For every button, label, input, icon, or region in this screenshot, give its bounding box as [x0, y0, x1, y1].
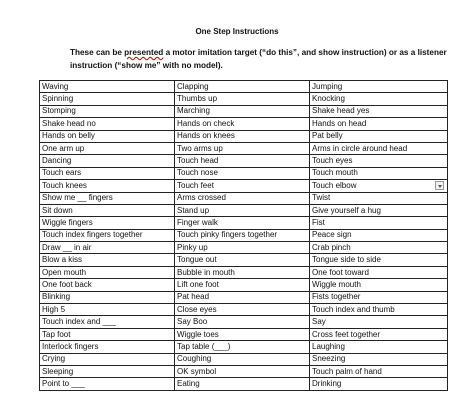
intro-paragraph: [70, 46, 450, 72]
table-cell[interactable]: Close eyes: [175, 304, 310, 316]
table-cell[interactable]: Knocking: [310, 93, 448, 105]
table-cell[interactable]: Touch ears: [40, 167, 175, 179]
table-cell[interactable]: Eating: [175, 378, 310, 390]
table-cell[interactable]: Touch palm of hand: [310, 365, 448, 377]
table-row: [40, 180, 448, 192]
table-cell[interactable]: Tongue out: [175, 254, 310, 266]
table-cell[interactable]: One arm up: [40, 142, 175, 154]
table-cell[interactable]: Touch elbow: [310, 180, 448, 192]
table-cell[interactable]: Hands on check: [175, 118, 310, 130]
table-cell[interactable]: Draw __ in air: [40, 242, 175, 254]
table-cell[interactable]: One foot back: [40, 279, 175, 291]
table-cell[interactable]: OK symbol: [175, 365, 310, 377]
table-row: [40, 378, 448, 390]
table-cell[interactable]: Bubble in mouth: [175, 266, 310, 278]
table-row: [40, 365, 448, 377]
table-row: [40, 316, 448, 328]
table-row: [40, 217, 448, 229]
table-cell[interactable]: Wiggle mouth: [310, 279, 448, 291]
table-cell[interactable]: Say: [310, 316, 448, 328]
table-row: [40, 242, 448, 254]
table-cell[interactable]: Clapping: [175, 81, 310, 93]
table-cell[interactable]: Touch index and ___: [40, 316, 175, 328]
table-cell[interactable]: Sleeping: [40, 365, 175, 377]
table-cell[interactable]: Crab pinch: [310, 242, 448, 254]
table-row: [40, 192, 448, 204]
table-cell[interactable]: Interlock fingers: [40, 341, 175, 353]
table-cell[interactable]: Jumping: [310, 81, 448, 93]
table-row: [40, 328, 448, 340]
table-cell[interactable]: Crying: [40, 353, 175, 365]
table-cell[interactable]: High 5: [40, 304, 175, 316]
table-cell[interactable]: Thumbs up: [175, 93, 310, 105]
table-cell[interactable]: Show me __ fingers: [40, 192, 175, 204]
table-row: [40, 93, 448, 105]
table-cell[interactable]: Dancing: [40, 155, 175, 167]
table-cell[interactable]: Say Boo: [175, 316, 310, 328]
table-cell[interactable]: Pat head: [175, 291, 310, 303]
table-cell[interactable]: Blow a kiss: [40, 254, 175, 266]
table-cell[interactable]: Hands on knees: [175, 130, 310, 142]
table-cell[interactable]: Wiggle fingers: [40, 217, 175, 229]
table-row: [40, 254, 448, 266]
table-row: [40, 353, 448, 365]
table-row: [40, 155, 448, 167]
table-cell[interactable]: Hands on head: [310, 118, 448, 130]
table-cell[interactable]: Fist: [310, 217, 448, 229]
table-cell[interactable]: Touch index and thumb: [310, 304, 448, 316]
table-row: [40, 304, 448, 316]
table-cell[interactable]: Tap table (___): [175, 341, 310, 353]
table-cell[interactable]: Spinning: [40, 93, 175, 105]
table-cell[interactable]: Tongue side to side: [310, 254, 448, 266]
table-cell[interactable]: Fists together: [310, 291, 448, 303]
table-cell[interactable]: Hands on belly: [40, 130, 175, 142]
table-cell[interactable]: Marching: [175, 105, 310, 117]
table-cell[interactable]: Shake head no: [40, 118, 175, 130]
table-cell[interactable]: Open mouth: [40, 266, 175, 278]
table-row: [40, 341, 448, 353]
table-cell[interactable]: Sneezing: [310, 353, 448, 365]
table-cell[interactable]: Arms in circle around head: [310, 142, 448, 154]
table-cell[interactable]: Twist: [310, 192, 448, 204]
table-cell[interactable]: Coughing: [175, 353, 310, 365]
table-cell[interactable]: One foot toward: [310, 266, 448, 278]
intro-underlined-word: presented: [124, 48, 164, 57]
table-cell[interactable]: Touch feet: [175, 180, 310, 192]
intro-text-start: These can be: [70, 48, 125, 57]
table-body: [40, 81, 448, 391]
table-row: [40, 130, 448, 142]
table-cell[interactable]: Drinking: [310, 378, 448, 390]
table-cell[interactable]: Blinking: [40, 291, 175, 303]
table-cell[interactable]: Peace sign: [310, 229, 448, 241]
table-row: [40, 81, 448, 93]
table-cell[interactable]: Touch eyes: [310, 155, 448, 167]
document-title: One Step Instructions: [195, 27, 279, 36]
instructions-table: [39, 80, 448, 391]
table-cell[interactable]: Stand up: [175, 204, 310, 216]
table-cell[interactable]: Waving: [40, 81, 175, 93]
table-cell[interactable]: Stomping: [40, 105, 175, 117]
table-cell[interactable]: Pinky up: [175, 242, 310, 254]
chevron-down-icon[interactable]: [435, 181, 444, 190]
table-cell[interactable]: Sit down: [40, 204, 175, 216]
table-cell[interactable]: Pat belly: [310, 130, 448, 142]
table-row: [40, 204, 448, 216]
table-cell[interactable]: Touch pinky fingers together: [175, 229, 310, 241]
table-cell[interactable]: Point to ___: [40, 378, 175, 390]
table-cell[interactable]: Touch nose: [175, 167, 310, 179]
table-cell[interactable]: Shake head yes: [310, 105, 448, 117]
table-cell[interactable]: Cross feet together: [310, 328, 448, 340]
table-row: [40, 167, 448, 179]
table-row: [40, 291, 448, 303]
table-cell[interactable]: Lift one foot: [175, 279, 310, 291]
table-row: [40, 266, 448, 278]
table-cell[interactable]: Tap foot: [40, 328, 175, 340]
table-cell[interactable]: Wiggle toes: [175, 328, 310, 340]
table-cell[interactable]: Touch mouth: [310, 167, 448, 179]
table-row: [40, 142, 448, 154]
table-cell[interactable]: Laughing: [310, 341, 448, 353]
table-row: [40, 105, 448, 117]
table-cell[interactable]: Two arms up: [175, 142, 310, 154]
table-row: [40, 279, 448, 291]
table-cell[interactable]: Touch index fingers together: [40, 229, 175, 241]
table-row: [40, 229, 448, 241]
table-cell[interactable]: Touch head: [175, 155, 310, 167]
intro-text-end: a motor imitation target (“do this”, and show instruction) or as a listener instruction (“show me” with no model).: [70, 48, 447, 70]
table-cell[interactable]: Give yourself a hug: [310, 204, 448, 216]
table-cell[interactable]: Touch knees: [40, 180, 175, 192]
table-cell[interactable]: Finger walk: [175, 217, 310, 229]
table-cell[interactable]: Arms crossed: [175, 192, 310, 204]
table-row: [40, 118, 448, 130]
